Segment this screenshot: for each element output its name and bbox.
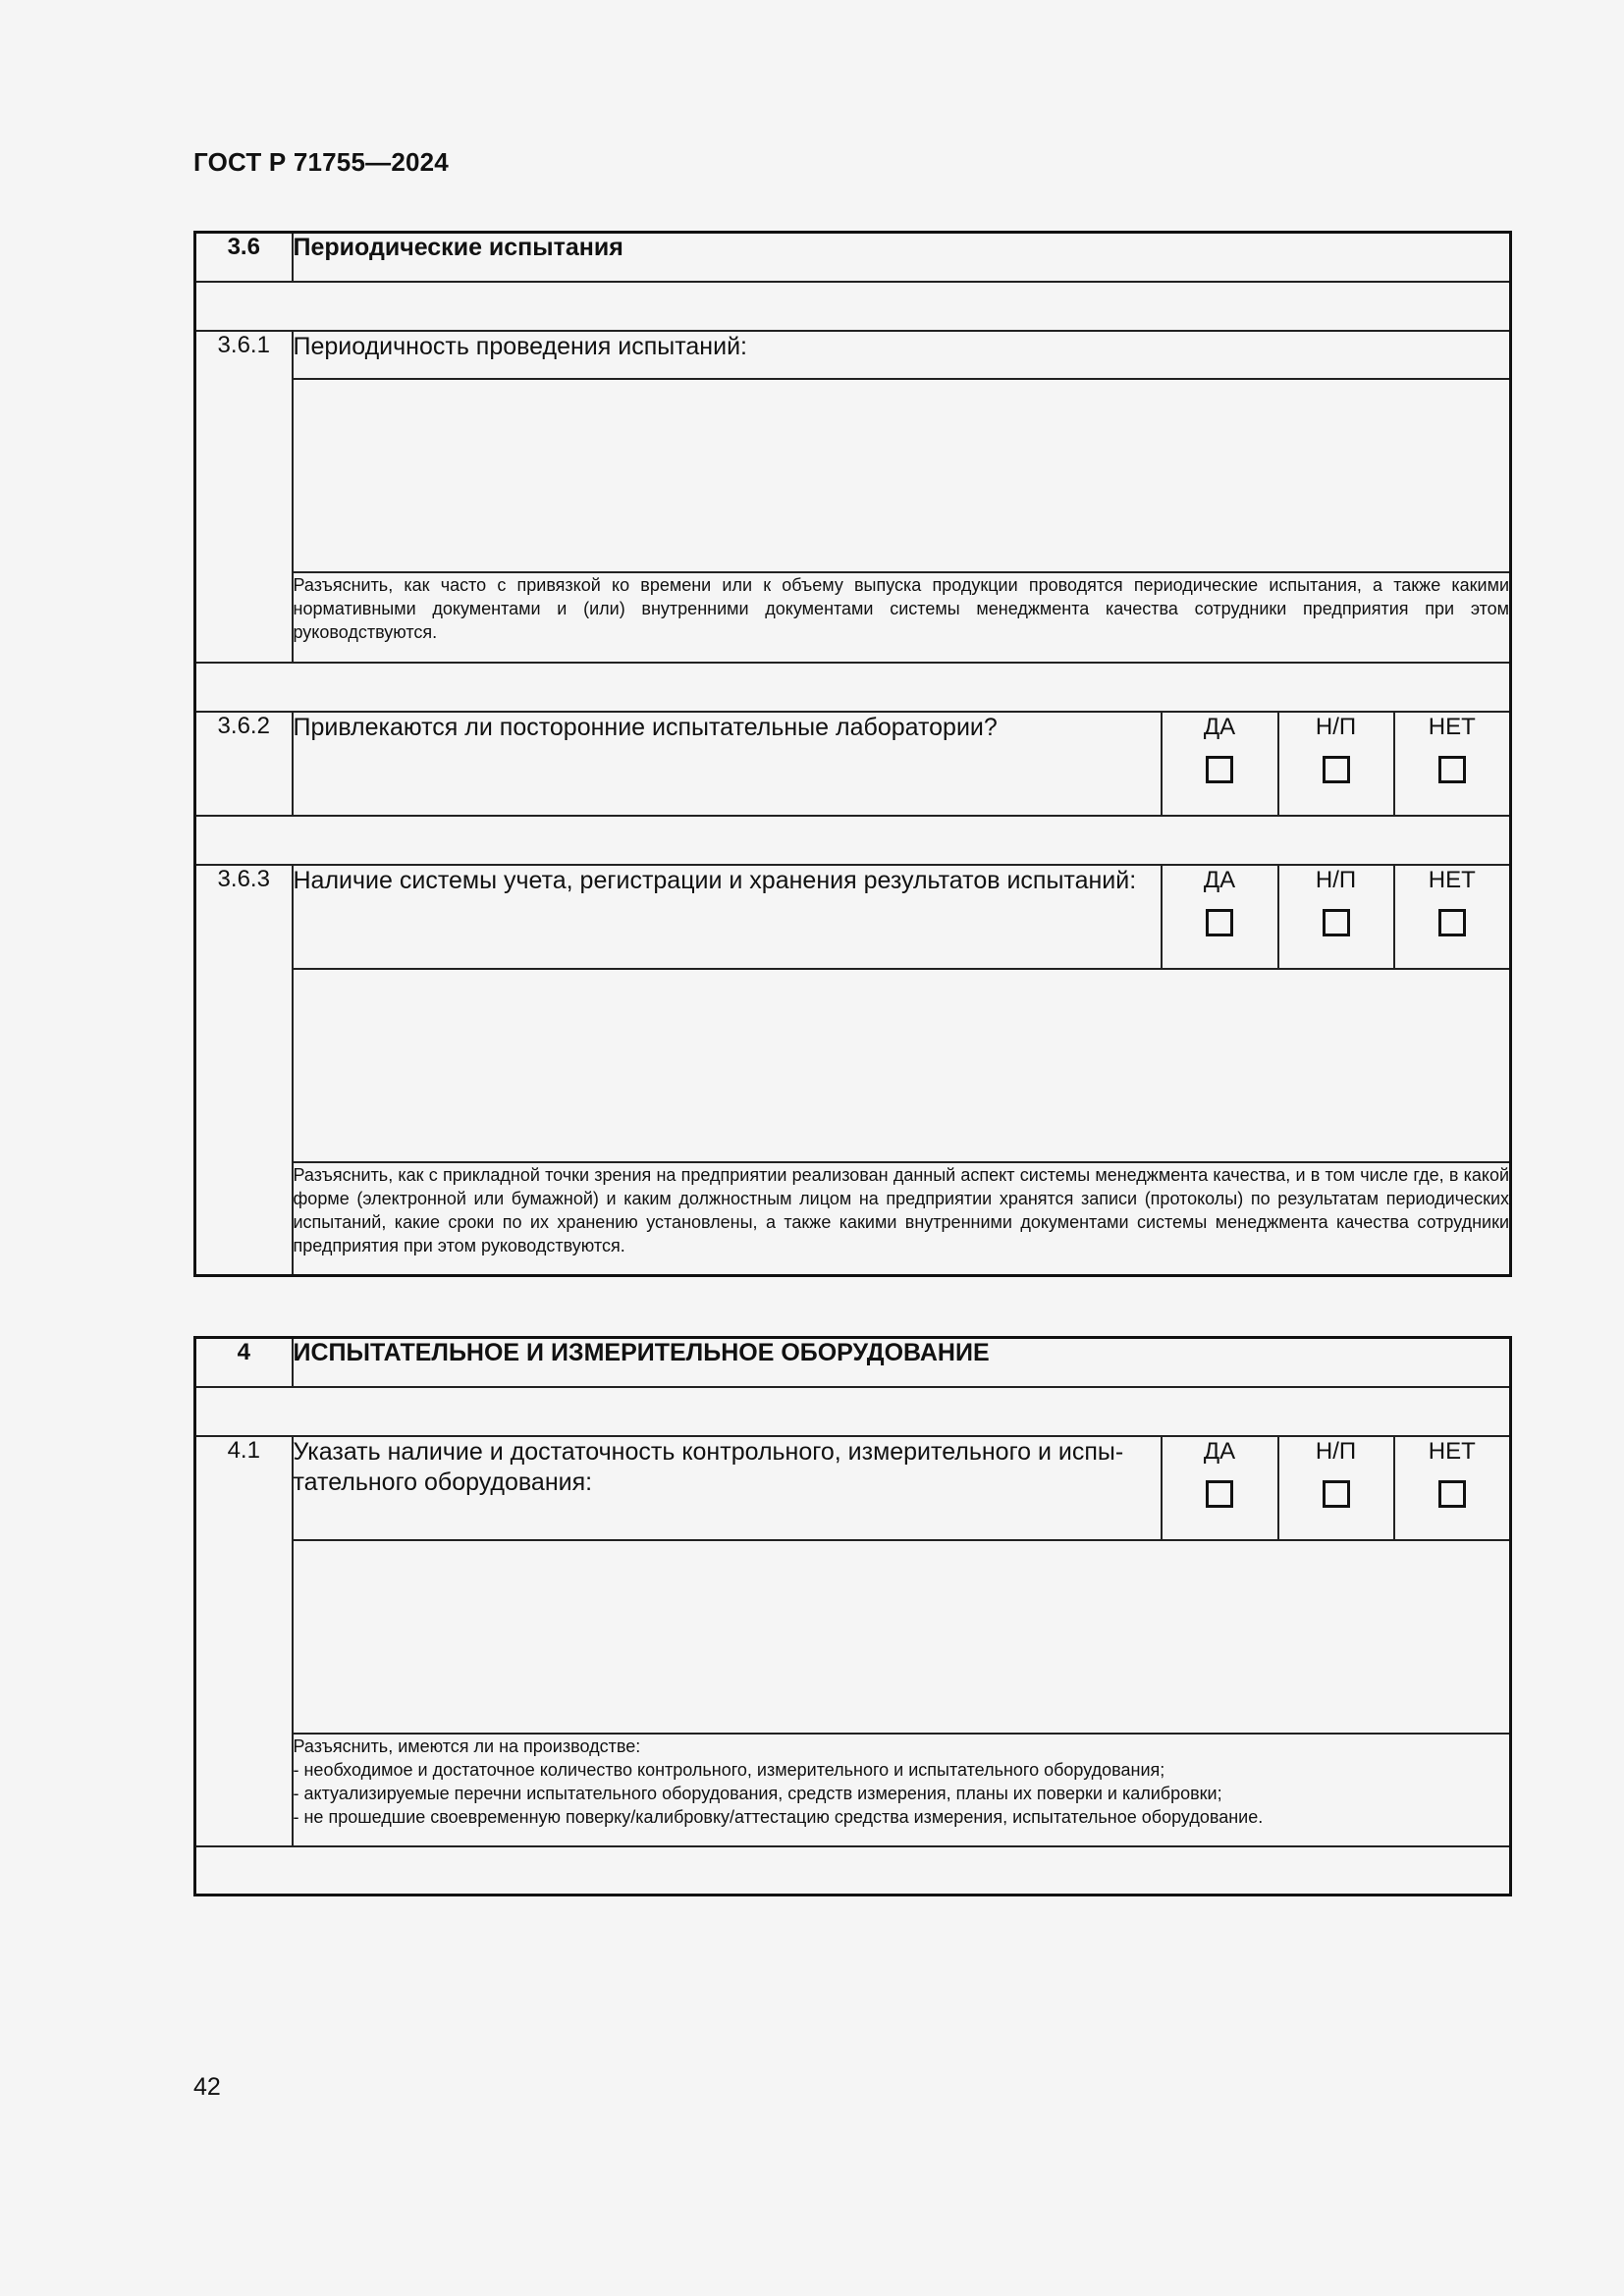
checkbox-yes[interactable] — [1206, 1480, 1233, 1508]
question-text: Привлекаются ли посторонние испытательные лаборатории? — [293, 712, 1162, 816]
option-na — [1278, 1436, 1394, 1540]
option-no — [1394, 1436, 1511, 1540]
option-na-label: Н/П — [1315, 713, 1357, 740]
answer-field[interactable] — [293, 969, 1511, 1162]
answer-field[interactable] — [293, 1540, 1511, 1734]
checkbox-no[interactable] — [1438, 909, 1466, 936]
option-na-label: Н/П — [1315, 1437, 1357, 1465]
checkbox-no[interactable] — [1438, 1480, 1466, 1508]
item-number: 3.6.2 — [195, 712, 293, 816]
section-title: ИСПЫТАТЕЛЬНОЕ И ИЗМЕРИТЕЛЬНОЕ ОБОРУДОВАНИЕ — [293, 1338, 1511, 1387]
option-na — [1278, 865, 1394, 969]
checkbox-no[interactable] — [1438, 756, 1466, 783]
spacer-row — [195, 663, 1511, 712]
page-number: 42 — [193, 2073, 221, 2101]
spacer-row — [195, 1387, 1511, 1436]
option-no-label: НЕТ — [1428, 866, 1476, 893]
note-line: - актуализируемые перечни испытательного оборудования, средств измерения, планы их поверки и калибровки; — [293, 1783, 1222, 1803]
option-yes-label: ДА — [1203, 1437, 1236, 1465]
checkbox-yes[interactable] — [1206, 909, 1233, 936]
section-title: Периодические испытания — [293, 233, 1511, 282]
option-na — [1278, 712, 1394, 816]
option-no — [1394, 712, 1511, 816]
option-no-label: НЕТ — [1428, 713, 1476, 740]
checkbox-na[interactable] — [1323, 756, 1350, 783]
section-4-table — [193, 1336, 1512, 1896]
checkbox-yes[interactable] — [1206, 756, 1233, 783]
item-number: 4.1 — [195, 1436, 293, 1846]
item-number: 3.6.1 — [195, 331, 293, 663]
question-text: Указать наличие и достаточность контрольного, измерительного и испы-тательного оборудования: — [293, 1436, 1162, 1540]
question-text: Наличие системы учета, регистрации и хранения результатов испытаний: — [293, 865, 1162, 969]
section-number: 4 — [195, 1338, 293, 1387]
option-yes — [1162, 865, 1278, 969]
note-line: - необходимое и достаточное количество контрольного, измерительного и испытательного оборудования; — [293, 1759, 1165, 1780]
checkbox-na[interactable] — [1323, 909, 1350, 936]
spacer-row — [195, 1846, 1511, 1896]
instruction-note — [293, 1734, 1511, 1846]
question-text: Периодичность проведения испытаний: — [293, 331, 1511, 379]
item-number: 3.6.3 — [195, 865, 293, 1276]
option-yes — [1162, 712, 1278, 816]
option-no-label: НЕТ — [1428, 1437, 1476, 1465]
spacer-row — [195, 816, 1511, 865]
option-yes-label: ДА — [1203, 713, 1236, 740]
option-no — [1394, 865, 1511, 969]
answer-field[interactable] — [293, 379, 1511, 572]
checkbox-na[interactable] — [1323, 1480, 1350, 1508]
spacer-row — [195, 282, 1511, 331]
instruction-note: Разъяснить, как часто с привязкой ко времени или к объему выпуска продукции проводятся периодические испытания, а также какими нормативными документами и (или) внутренними документами системы менеджмента качества сотрудники предприятия при этом руководствуются. — [293, 572, 1511, 663]
section-3-6-table — [193, 231, 1512, 1277]
note-line: Разъяснить, имеются ли на производстве: — [293, 1735, 641, 1756]
note-line: - не прошедшие своевременную поверку/калибровку/аттестацию средства измерения, испытательное оборудование. — [293, 1806, 1264, 1827]
option-na-label: Н/П — [1315, 866, 1357, 893]
option-yes-label: ДА — [1203, 866, 1236, 893]
option-yes — [1162, 1436, 1278, 1540]
section-number: 3.6 — [195, 233, 293, 282]
instruction-note: Разъяснить, как с прикладной точки зрения на предприятии реализован данный аспект системы менеджмента качества, и в том числе где, в какой форме (электронной или бумажной) и каким должностным лицом на предприятии хранятся записи (протоколы) по результатам периодических испытаний, какие сроки по их хранению установлены, а также какими внутренними документами системы менеджмента качества сотрудники предприятия при этом руководствуются. — [293, 1162, 1511, 1276]
document-header: ГОСТ Р 71755—2024 — [193, 147, 449, 177]
